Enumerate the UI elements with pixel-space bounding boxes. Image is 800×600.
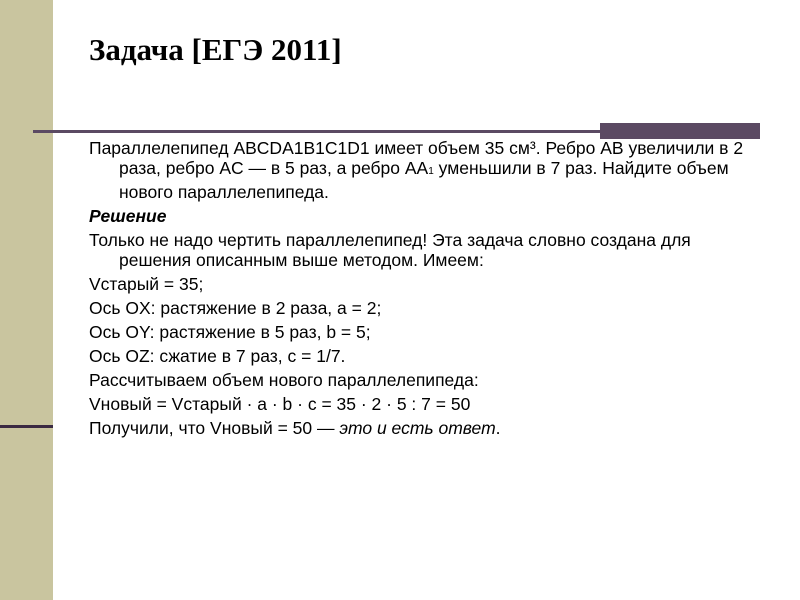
problem-subscript: 1 [428, 166, 434, 177]
conclusion-emphasis: это и есть ответ [339, 418, 496, 438]
solution-line-compute: Рассчитываем объем нового параллелепипеда: [89, 370, 479, 390]
solution-intro: Только не надо чертить параллелепипед! Эта задача словно создана для решения описанным выше методом. Имеем: [89, 230, 691, 270]
title-divider-block [600, 123, 760, 139]
conclusion-prefix: Получили, что Vновый = 50 — [89, 418, 340, 438]
solution-line-axis-oy: Ось OY: растяжение в 5 раз, b = 5; [89, 322, 371, 342]
slide-title: Задача [ЕГЭ 2011] [89, 32, 342, 67]
solution-line-old-volume: Vстарый = 35; [89, 274, 204, 294]
solution-heading: Решение [89, 206, 167, 226]
solution-conclusion [89, 418, 754, 438]
slide-body [89, 138, 754, 442]
problem-text-part2: уменьшили в 7 раз. Найдите объем нового параллелепипеда. [119, 158, 729, 202]
left-decorative-band [0, 0, 53, 600]
solution-line-axis-oz: Ось OZ: сжатие в 7 раз, c = 1/7. [89, 346, 346, 366]
solution-line-axis-ox: Ось OX: растяжение в 2 раза, a = 2; [89, 298, 382, 318]
solution-line-formula: Vновый = Vстарый · a · b · c = 35 · 2 · 5 : 7 = 50 [89, 394, 471, 414]
left-band-accent-line [0, 425, 53, 428]
problem-text-part1: Параллелепипед ABCDA1B1C1D1 имеет объем 35 см³. Ребро AB увеличили в 2 раза, ребро AC — в 5 раз, а ребро AA [89, 138, 744, 178]
problem-statement [89, 138, 754, 202]
conclusion-suffix: . [495, 418, 501, 438]
